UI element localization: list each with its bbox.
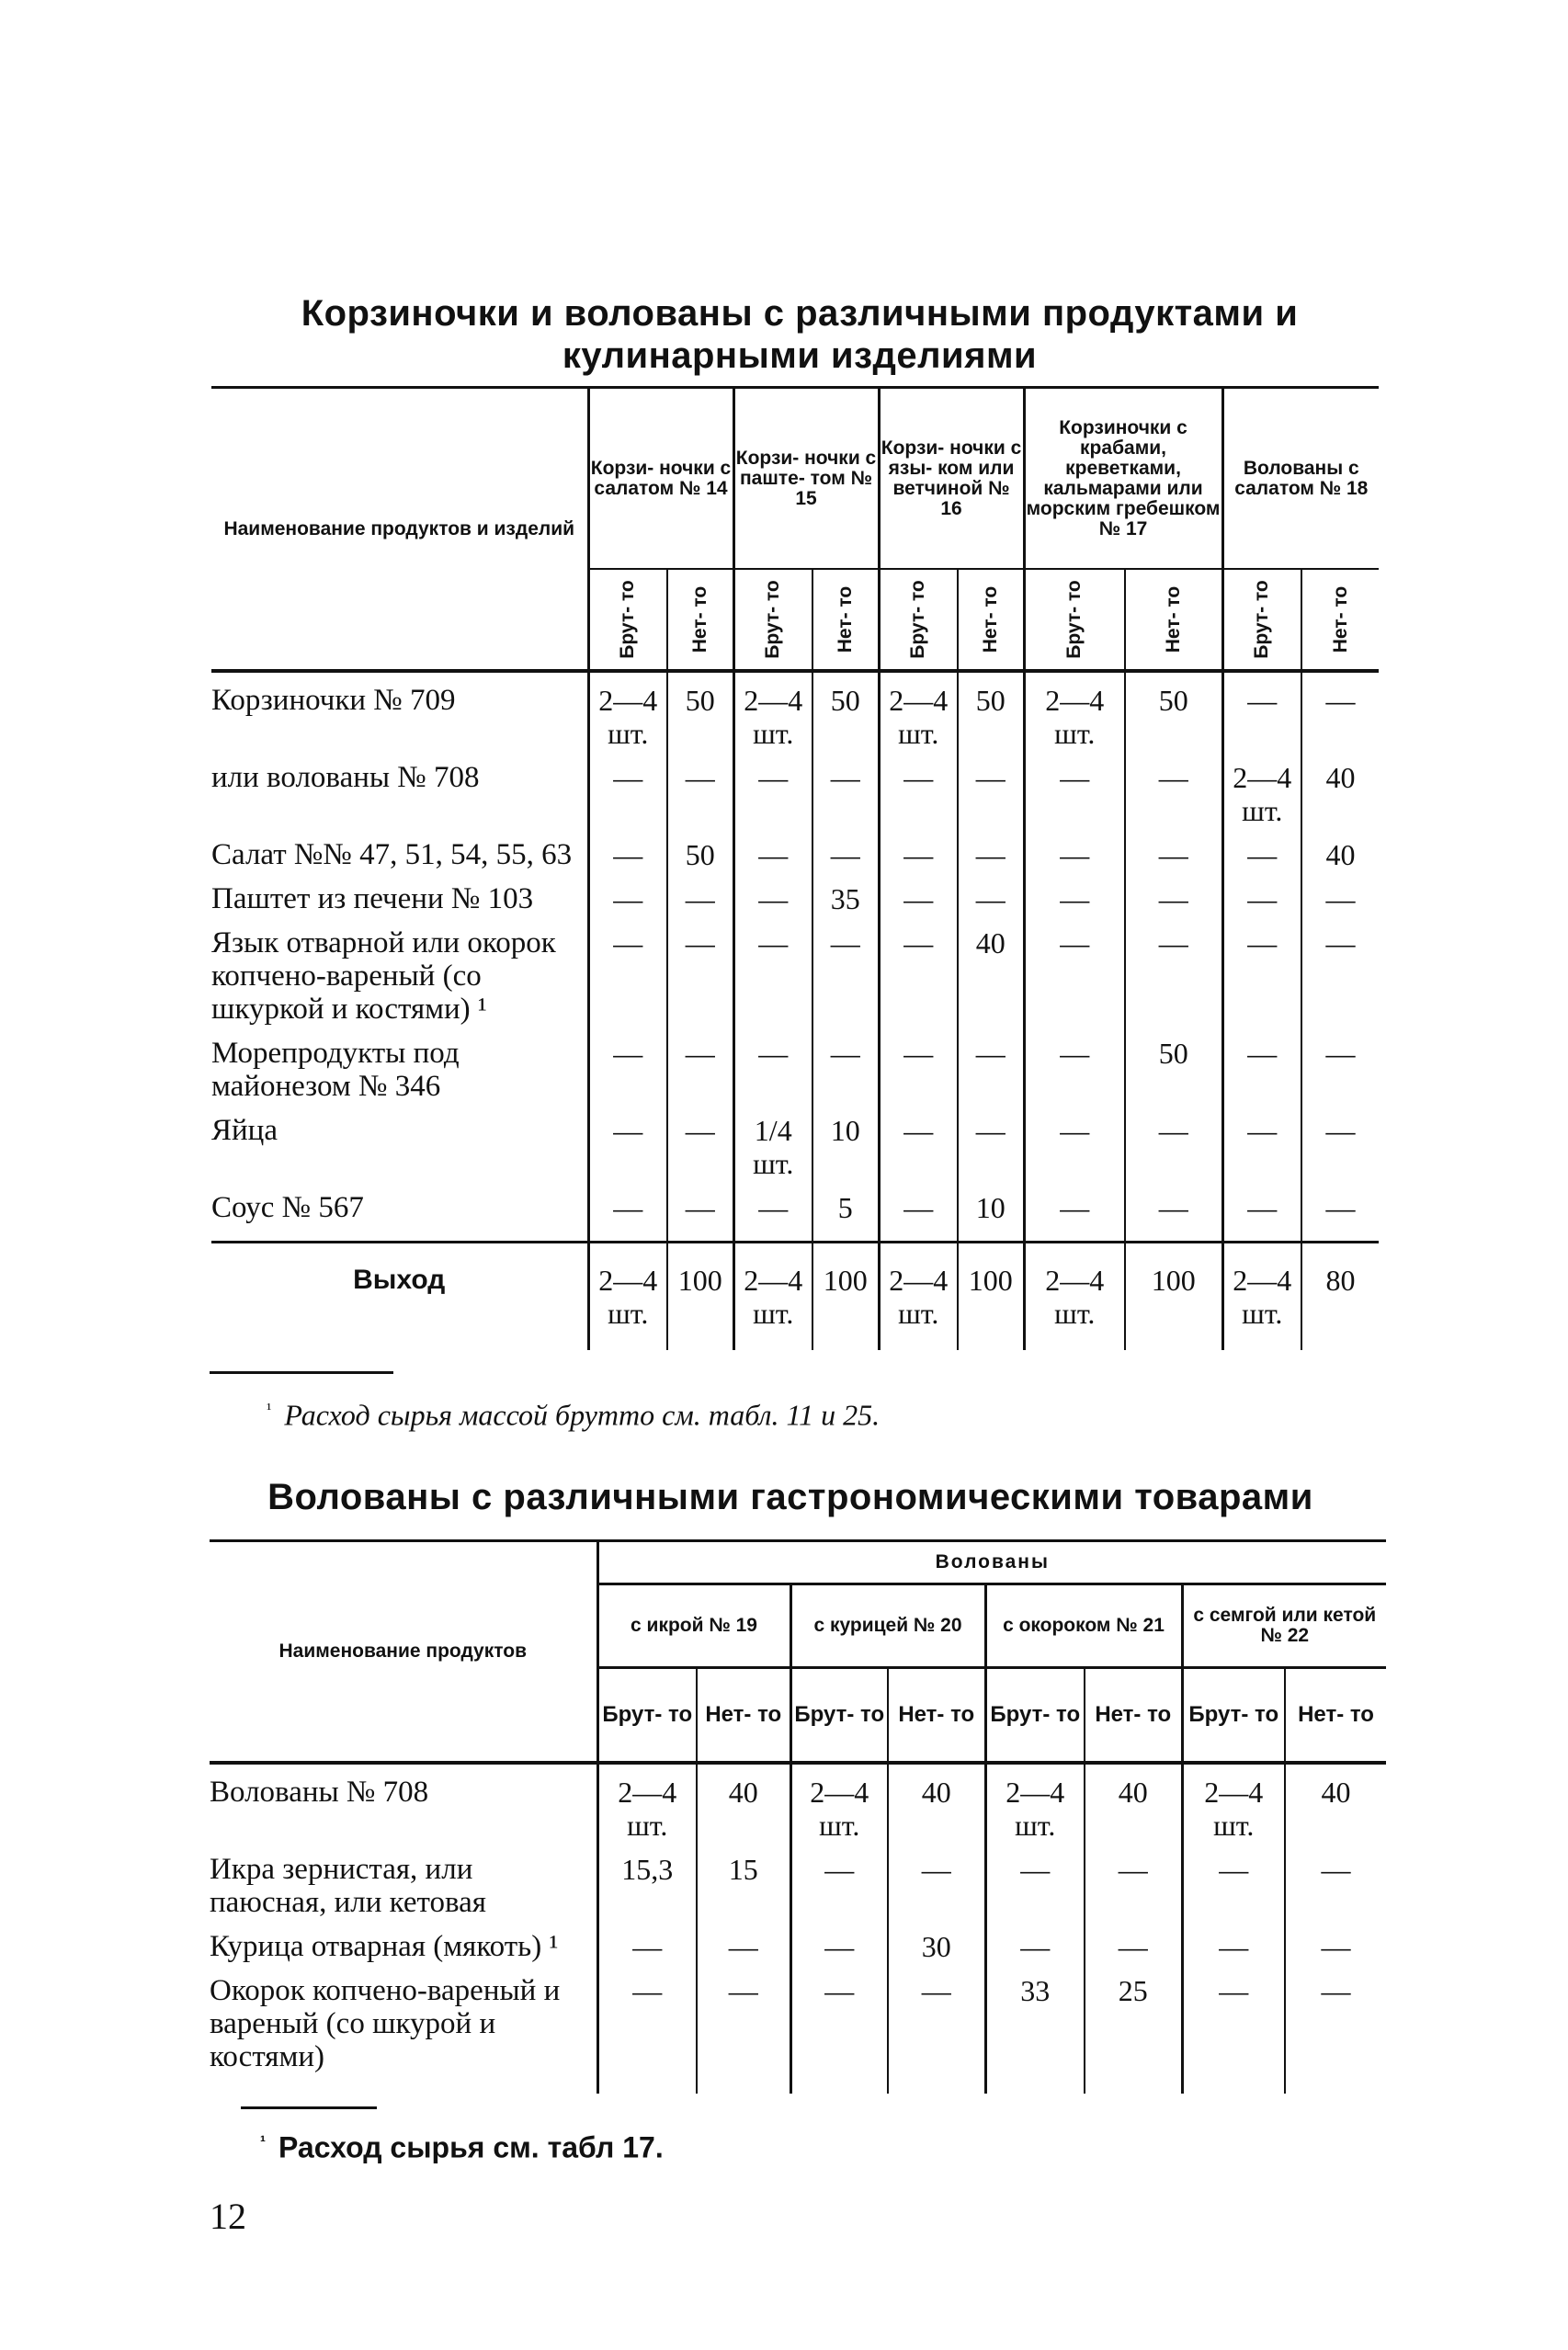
cell-value: 50 [1125,671,1222,750]
cell-value: — [1024,915,1125,1026]
cell-value: 100 [667,1243,733,1351]
cell-value: — [588,871,667,915]
cell-value: — [958,871,1024,915]
table-row [211,1103,1379,1180]
row-name: Паштет из печени № 103 [211,871,588,915]
cell-value: — [588,915,667,1026]
brutto-header: Брут- то [1182,1668,1285,1764]
cell-value: — [958,750,1024,827]
cell-value: 40 [1085,1763,1182,1842]
cell-value: — [733,750,812,827]
cell-value: — [1085,1919,1182,1963]
cell-value: 2—4 шт. [733,671,812,750]
cell-value: — [879,871,958,915]
cell-value: — [1085,1842,1182,1919]
cell-value: — [588,1026,667,1103]
cell-value: — [812,915,879,1026]
cell-value: 50 [812,671,879,750]
row-name: Язык отварной или окорок копчено-вареный (со шкуркой и костями) ¹ [211,915,588,1026]
cell-value: — [588,1180,667,1243]
cell-value: — [1222,1180,1301,1243]
cell-value: 100 [812,1243,879,1351]
cell-value: — [879,1103,958,1180]
cell-value: — [1325,684,1356,717]
cell-value: 1/4 шт. [733,1103,812,1180]
cell-value: 10 [958,1180,1024,1243]
row-name: Морепродукты под майонезом № 346 [211,1026,588,1103]
cell-value: 40 [1321,1776,1351,1809]
cell-value: — [790,1919,888,1963]
cell-value: — [888,1963,985,2094]
brutto-header: Брут- то [597,1668,697,1764]
cell-value: — [1125,871,1222,915]
cell-value: 2—4 шт. [985,1763,1085,1842]
column-label: Нет- то [1162,585,1184,653]
cell-value: — [733,1180,812,1243]
row-name: Волованы № 708 [210,1763,597,1842]
cell-value: 2—4 шт. [1222,750,1301,827]
cell-value: — [588,1103,667,1180]
cell-value: 50 [667,671,733,750]
cell-value: — [879,1026,958,1103]
cell-value: 50 [958,671,1024,750]
page-number: 12 [210,2196,246,2237]
netto-header: Нет- то [1085,1668,1182,1764]
cell-value: — [879,915,958,1026]
cell-value: — [667,915,733,1026]
table1-group-header: Волованы с салатом № 18 [1222,388,1379,570]
cell-value: — [1222,671,1301,750]
cell-value: 2—4 шт. [597,1763,697,1842]
cell-value: 35 [812,871,879,915]
cell-value: — [1325,1037,1356,1070]
netto-header: Нет- то [697,1668,790,1764]
table2-group-header: с семгой или кетой № 22 [1182,1584,1386,1668]
cell-value: — [888,1842,985,1919]
cell-value: 40 [888,1763,985,1842]
cell-value: — [733,1026,812,1103]
cell-value: — [985,1919,1085,1963]
cell-value: — [1325,1114,1356,1147]
cell-value: 2—4 шт. [1182,1763,1285,1842]
cell-value: — [667,750,733,827]
netto-header [958,569,1024,671]
cell-value: — [1024,827,1125,871]
table2-group-header: с окороком № 21 [985,1584,1182,1668]
cell-value: — [1024,1026,1125,1103]
cell-value: — [958,1026,1024,1103]
cell-value: — [1125,1103,1222,1180]
column-label: Нет- то [834,585,856,653]
table1-group-header: Корзиночки с крабами, креветками, кальмарами или морским гребешком № 17 [1024,388,1222,570]
cell-value: — [958,1103,1024,1180]
cell-value: — [879,1180,958,1243]
row-name: Курица отварная (мякоть) ¹ [210,1919,597,1963]
row-name: Салат №№ 47, 51, 54, 55, 63 [211,827,588,871]
brutto-header [588,569,667,671]
footnote-rule [210,1371,393,1374]
column-label: Брут- то [617,580,639,659]
cell-value: — [597,1919,697,1963]
cell-value: — [1325,882,1356,915]
table-row [210,1963,1386,2094]
table-row [211,671,1379,750]
cell-value: — [1125,1180,1222,1243]
cell-value: — [1222,915,1301,1026]
cell-value: 2—4 шт. [588,1243,667,1351]
table2-title: Волованы с различными гастрономическими товарами [267,1477,1313,1517]
cell-value: 40 [697,1763,790,1842]
cell-value: — [667,1180,733,1243]
cell-value: — [733,871,812,915]
cell-value: 15,3 [597,1842,697,1919]
cell-value: — [1182,1963,1285,2094]
cell-value: — [985,1842,1085,1919]
brutto-header [1024,569,1125,671]
column-label: Брут- то [907,580,929,659]
cell-value: — [1325,1191,1356,1224]
cell-value: — [1024,871,1125,915]
cell-value: 2—4 шт. [790,1763,888,1842]
cell-value: — [812,750,879,827]
table1-group-header: Корзи- ночки с паште- том № 15 [733,388,879,570]
row-name: Икра зернистая, или паюсная, или кетовая [210,1842,597,1919]
table1-name-header: Наименование продуктов и изделий [211,388,588,672]
cell-value: — [697,1919,790,1963]
cell-value: 5 [812,1180,879,1243]
cell-value: — [1024,750,1125,827]
table-row [210,1919,1386,1963]
table2 [210,1539,1386,2094]
cell-value: — [1125,750,1222,827]
cell-value: 2—4 шт. [879,671,958,750]
cell-value: 40 [1325,838,1356,871]
table-row [211,871,1379,915]
cell-value: — [1222,1103,1301,1180]
table2-name-header: Наименование продуктов [210,1541,597,1764]
cell-value: 100 [1125,1243,1222,1351]
cell-value: — [588,750,667,827]
table-row [211,1180,1379,1243]
column-label: Брут- то [1063,580,1085,659]
table-row [211,915,1379,1026]
table1-group-header: Корзи- ночки с язы- ком или ветчиной № 16 [879,388,1024,570]
row-name: Окорок копчено-вареный и вареный (со шкурой и костями) [210,1963,597,2094]
table2-group-header: с курицей № 20 [790,1584,985,1668]
netto-header: Нет- то [1285,1668,1386,1764]
table1-footnote: $^{^1}$ Расход сырья массой брутто см. табл. 11 и 25. [267,1398,881,1432]
cell-value: — [1222,871,1301,915]
cell-value: — [879,750,958,827]
cell-value: — [1321,1930,1351,1963]
footnote-rule [241,2106,377,2109]
row-name: Яйца [211,1103,588,1180]
cell-value: — [1182,1919,1285,1963]
cell-value: — [667,1103,733,1180]
cell-value: — [597,1963,697,2094]
cell-value: — [879,827,958,871]
row-name: Соус № 567 [211,1180,588,1243]
cell-value: 30 [888,1919,985,1963]
cell-value: 33 [985,1963,1085,2094]
cell-value: — [733,827,812,871]
cell-value: — [667,871,733,915]
cell-value: 100 [958,1243,1024,1351]
brutto-header [1222,569,1301,671]
column-label: Брут- то [1251,580,1273,659]
cell-value: 2—4 шт. [1222,1243,1301,1351]
cell-value: — [1321,1853,1351,1886]
netto-header [1301,569,1379,671]
cell-value: — [812,1026,879,1103]
cell-value: 50 [1125,1026,1222,1103]
table2-footnote: $^{^1}$ Расход сырья см. табл 17. [260,2130,664,2164]
table-row [211,750,1379,827]
cell-value: — [1024,1180,1125,1243]
table-row [211,1026,1379,1103]
table1 [211,386,1379,1350]
netto-header: Нет- то [888,1668,985,1764]
column-label: Нет- то [1329,585,1351,653]
cell-value: 2—4 шт. [733,1243,812,1351]
cell-value: — [1125,827,1222,871]
table1-title: Корзиночки и волованы с различными продуктами и кулинарными изделиями [301,293,1299,376]
cell-value: — [790,1842,888,1919]
row-name: или волованы № 708 [211,750,588,827]
table-row [210,1842,1386,1919]
brutto-header: Брут- то [790,1668,888,1764]
cell-value: — [1222,1026,1301,1103]
cell-value: 40 [1325,761,1356,794]
cell-value: — [733,915,812,1026]
cell-value: 15 [697,1842,790,1919]
cell-value: 2—4 шт. [879,1243,958,1351]
cell-value: 80 [1301,1243,1379,1351]
brutto-header [879,569,958,671]
output-row [211,1243,1379,1351]
cell-value: — [958,827,1024,871]
cell-value: — [812,827,879,871]
cell-value: — [697,1963,790,2094]
brutto-header: Брут- то [985,1668,1085,1764]
column-label: Брут- то [762,580,784,659]
table1-group-header: Корзи- ночки с салатом № 14 [588,388,733,570]
cell-value: — [588,827,667,871]
cell-value: 50 [667,827,733,871]
cell-value: 2—4 шт. [588,671,667,750]
table-row [210,1763,1386,1842]
cell-value: — [1125,915,1222,1026]
cell-value: — [790,1963,888,2094]
row-name: Выход [211,1243,588,1351]
netto-header [1125,569,1222,671]
cell-value: 25 [1085,1963,1182,2094]
cell-value: 2—4 шт. [1024,671,1125,750]
cell-value: — [1222,827,1301,871]
netto-header [667,569,733,671]
cell-value: — [1325,926,1356,959]
cell-value: — [1182,1842,1285,1919]
table2-top-header: Волованы [597,1541,1386,1584]
row-name: Корзиночки № 709 [211,671,588,750]
cell-value: 40 [958,915,1024,1026]
table2-group-header: с икрой № 19 [597,1584,790,1668]
column-label: Нет- то [688,585,710,653]
cell-value: — [1321,1974,1351,2007]
brutto-header [733,569,812,671]
netto-header [812,569,879,671]
column-label: Нет- то [979,585,1001,653]
table-row [211,827,1379,871]
cell-value: 10 [812,1103,879,1180]
cell-value: 2—4 шт. [1024,1243,1125,1351]
cell-value: — [1024,1103,1125,1180]
cell-value: — [667,1026,733,1103]
